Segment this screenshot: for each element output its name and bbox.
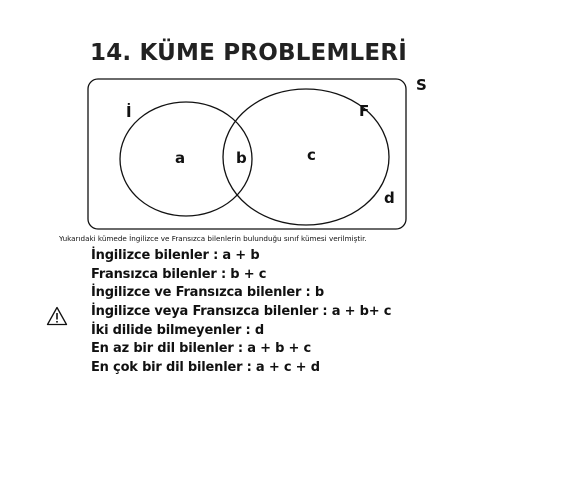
venn-diagram — [0, 0, 564, 240]
region-d-label: d — [384, 189, 395, 207]
rule-french: Fransızca bilenler : b + c — [91, 266, 267, 282]
set-rules-list — [91, 247, 391, 378]
diagram-caption: Yukarıdaki kümede İngilizce ve Fransızca bilenlerin bulunduğu sınıf kümesi verilmiştir. — [59, 234, 367, 243]
french-set-label: F — [359, 102, 370, 120]
rule-at-most-one: En çok bir dil bilenler : a + c + d — [91, 360, 320, 376]
page-title: 14. KÜME PROBLEMLERİ — [90, 40, 407, 66]
english-set-circle — [120, 102, 252, 216]
rule-at-least-one: En az bir dil bilenler : a + b + c — [91, 341, 312, 357]
rule-english-or-french: İngilizce veya Fransızca bilenler : a + b+ c — [91, 304, 392, 320]
rule-neither: İki dilide bilmeyenler : d — [91, 322, 264, 338]
english-set-label: İ — [126, 103, 132, 121]
warning-triangle-icon — [46, 306, 68, 326]
region-c-label: c — [307, 146, 316, 164]
region-a-label: a — [175, 149, 186, 167]
rule-english-and-french: İngilizce ve Fransızca bilenler : b — [91, 285, 324, 301]
region-b-label: b — [236, 149, 247, 167]
universe-label: S — [416, 76, 427, 94]
rule-english: İngilizce bilenler : a + b — [91, 248, 260, 263]
